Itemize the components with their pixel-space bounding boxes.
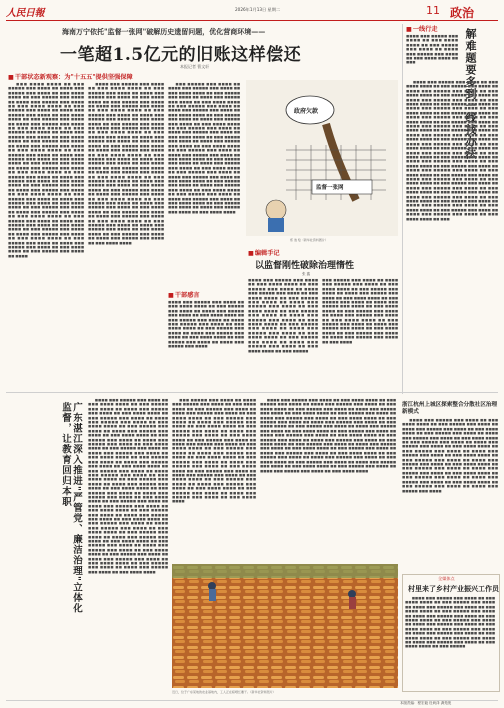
guangdong-body-2: ■■■ ■■■■■ ■■■ ■■■■ ■■ ■■■■ ■■■ ■■■■■ ■■■ ■■■■ ■■ ■■■ ■■■■ ■■■■ ■■ ■■■ ■■■■■ ■■■ ■■■■ ■■ ■■■■ ■■■ ■■■■■ ■■■ ■■■■ ■■ ■■■ ■■■■ ■■■■ ■■ ■■■ ■■■■■ ■■■ ■■■■ ■■ ■■■■ ■■■ ■■■■■ ■■■ ■■■■ ■■ ■■■ ■■■■ ■■■■ ■■ ■■■ ■■■■■ ■■■ ■■■■ ■■ ■■■■ ■■■ ■■■■■ ■■■ ■■■■ ■■ ■■■ ■■■■ ■■■■ ■■ ■■■ ■■■■■ ■■■ ■■■■ ■■ ■■■■ ■■■ ■■■■■ ■■■ ■■■■ ■■ ■■■ ■■■■ ■■■■ ■■ ■■■ ■■■■■ ■■■ ■■■■ ■■ ■■■■ ■■■ ■■■■■ ■■■ ■■■■ ■■ ■■■ ■■■■ ■■■■ ■■ ■■■ ■■■■■ ■■■ ■■■■ ■■ ■■■■ ■■■ ■■■■■ ■■■ ■■■■ ■■ ■■■ ■■■■ ■■■■ ■■ ■■■ ■■■■■ ■■■ ■■■■ ■■ ■■■■ ■■■ ■■■■■ ■■■ ■■■■ ■■ ■■■ ■■■■ ■■■■ ■■ ■■■ ■■■■■ ■■■ ■■■■ ■■ ■■■■ ■■■ ■■■■■ ■■■ ■■■■ ■■ ■■■ ■■■■ ■■■■ ■■ ■■■ ■■■■■ ■■■ ■■■■ ■■ ■■■■ ■■■ ■■■■■ ■■■ ■■■■ ■■ ■■■ ■■■■ ■■■■ xyxy=(172,398,256,504)
footer-editors: 本版责编：程宏毅 杜尚泽 龚苑苑 xyxy=(400,701,452,705)
side-column-intro: ■■■■ ■■■ ■■■■■ ■■■ ■■■■ ■■ ■■■ ■■■■ ■■■■ ■■ ■■■ ■■■■■ ■■■ ■■■■ ■■ ■■■■ ■■■ ■■■■■ ■■■ ■■■■ ■■ ■■■ ■■■■ ■■■■ ■■ ■■■ xyxy=(406,34,458,65)
cartoon-illustration xyxy=(246,80,398,236)
editorial-head: ■ 编辑手记 xyxy=(248,248,280,257)
cartoon-label-net: 监督一张网 xyxy=(316,185,344,191)
side-column-head: ■ 一线行走 xyxy=(406,24,438,33)
zhejiang-body: ■■■■ ■■■ ■■■■■ ■■■ ■■■■ ■■ ■■■ ■■■■ ■■■■ ■■ ■■■ ■■■■■ ■■■ ■■■■ ■■ ■■■■ ■■■ ■■■■■ ■■■ ■■■■ ■■ ■■■ ■■■■ ■■■■ ■■ ■■■ ■■■■■ ■■■ ■■■■ ■■ ■■■■ ■■■ ■■■■■ ■■■ ■■■■ ■■ ■■■ ■■■■ ■■■■ ■■ ■■■ ■■■■■ ■■■ ■■■■ ■■ ■■■■ ■■■ ■■■■■ ■■■ ■■■■ ■■ ■■■ ■■■■ ■■■■ ■■ ■■■ ■■■■■ ■■■ ■■■■ ■■ ■■■■ ■■■ ■■■■■ ■■■ ■■■■ ■■ ■■■ ■■■■ ■■■■ ■■ ■■■ ■■■■■ ■■■ ■■■■ ■■ ■■■■ ■■■ ■■■■■ ■■■ ■■■■ ■■ ■■■ ■■■■ ■■■■ ■■ ■■■ ■■■■■ ■■■ ■■■■ ■■ ■■■■ ■■■ ■■■■■ ■■■ ■■■■ ■■ ■■■ ■■■■ ■■■■ ■■ ■■■ ■■■■■ ■■■ ■■■■ ■■ ■■■■ ■■■ ■■■■■ ■■■ ■■■■ ■■ ■■■ ■■■■ ■■■■ ■■ ■■■ ■■■■■ ■■■ ■■■■ ■■ ■■■■ ■■■ ■■■■■ ■■■ ■■■■ xyxy=(402,418,498,493)
editorial-body-2: ■■■ ■■■■■ ■■■ ■■■■ ■■ ■■■■ ■■■ ■■■■■ ■■■ ■■■■ ■■ ■■■ ■■■■ ■■■■ ■■ ■■■ ■■■■■ ■■■ ■■■■ ■■ ■■■■ ■■■ ■■■■■ ■■■ ■■■■ ■■ ■■■ ■■■■ ■■■■ ■■ ■■■ ■■■■■ ■■■ ■■■■ ■■ ■■■■ ■■■ ■■■■■ ■■■ ■■■■ ■■ ■■■ ■■■■ ■■■■ ■■ ■■■ ■■■■■ ■■■ ■■■■ ■■ ■■■■ ■■■ ■■■■■ ■■■ ■■■■ ■■ ■■■ ■■■■ ■■■■ ■■ ■■■ ■■■■■ ■■■ ■■■■ ■■ ■■■■ ■■■ ■■■■■ ■■■ ■■■■ ■■ ■■■ ■■■■ ■■■■ ■■ ■■■ ■■■■■ ■■■ ■■■■ ■■ ■■■■ ■■■ ■■■■■ ■■■ ■■■■ ■■ ■■■ ■■■■ xyxy=(322,278,398,344)
lead-kicker: 海南万宁依托"监督一张网"破解历史遗留问题，优化营商环境—— xyxy=(62,27,266,36)
village-body: ■■■■ ■■■ ■■■■■ ■■■ ■■■■ ■■ ■■■ ■■■■ ■■■■ ■■ ■■■ ■■■■■ ■■■ ■■■■ ■■ ■■■■ ■■■ ■■■■■ ■■■ ■■■■ ■■ ■■■ ■■■■ ■■■■ ■■ ■■■ ■■■■■ ■■■ ■■■■ ■■ ■■■■ ■■■ ■■■■■ ■■■ ■■■■ ■■ ■■■ ■■■■ ■■■■ ■■ ■■■ ■■■■■ ■■■ ■■■■ ■■ ■■■■ ■■■ ■■■■■ ■■■ ■■■■ ■■ ■■■ ■■■■ ■■■■ ■■ ■■■ ■■■■■ ■■■ ■■■■ ■■ ■■■■ ■■■ ■■■■■ ■■■ ■■■■ ■■ ■■■ ■■■■ ■■■■ ■■ ■■■ ■■■■■ ■■■ ■■■■ ■■ ■■■■ ■■■ ■■■■■ ■■■ ■■■■ ■■ ■■■ ■■■■ ■■■■ ■■ ■■■ ■■■■■ xyxy=(405,596,495,649)
village-label: 全媒体点 xyxy=(438,576,455,581)
lead-body-col-3: ■■■ ■■■■■ ■■■ ■■■■ ■■ ■■■■ ■■■ ■■■■■ ■■■ ■■■■ ■■ ■■■ ■■■■ ■■■■ ■■ ■■■ ■■■■■ ■■■ ■■■■ ■■ ■■■■ ■■■ ■■■■■ ■■■ ■■■■ ■■ ■■■ ■■■■ ■■■■ ■■ ■■■ ■■■■■ ■■■ ■■■■ ■■ ■■■■ ■■■ ■■■■■ ■■■ ■■■■ ■■ ■■■ ■■■■ ■■■■ ■■ ■■■ ■■■■■ ■■■ ■■■■ ■■ ■■■■ ■■■ ■■■■■ ■■■ ■■■■ ■■ ■■■ ■■■■ ■■■■ ■■ ■■■ ■■■■■ ■■■ ■■■■ ■■ ■■■■ ■■■ ■■■■■ ■■■ ■■■■ ■■ ■■■ ■■■■ ■■■■ ■■ ■■■ ■■■■■ ■■■ ■■■■ ■■ ■■■■ ■■■ ■■■■■ ■■■ ■■■■ ■■ ■■■ ■■■■ ■■■■ ■■ ■■■ ■■■■■ ■■■ ■■■■ ■■ ■■■■ ■■■ ■■■■■ ■■■ ■■■■ ■■ ■■■ ■■■■ ■■■■ ■■ ■■■ ■■■■■ ■■■ ■■■■ ■■ ■■■■ ■■■ ■■■■■ ■■■ ■■■■ ■■ ■■■ ■■■■ ■■■■ ■■ ■■■ ■■■■■ ■■■ ■■■■ ■■ ■■■■ ■■■ ■■■■■ ■■■ ■■■■ ■■ ■■■ ■■■■ ■■■■ ■■ ■■■ ■■■■■ ■■■ ■■■■ ■■ ■■■■ ■■■ ■■■■■ ■■■ ■■■■ ■■ ■■■ ■■■■ ■■■■ ■■ ■■■ ■■■■■ ■■■ ■■■■ ■■ ■■■■ ■■■ ■■■■■ ■■■ ■■■■ ■■ ■■■ ■■■■ ■■■■ ■■ ■■■ ■■■■■ ■■■ ■■■■ ■■ ■■■■ ■■■ ■■■■■ ■■■ ■■■■ ■■ ■■■ ■■■■ ■■■■ xyxy=(168,82,240,214)
editorial-body-1: ■■■■ ■■■ ■■■■■ ■■■ ■■■■ ■■ ■■■ ■■■■ ■■■■ ■■ ■■■ ■■■■■ ■■■ ■■■■ ■■ ■■■■ ■■■ ■■■■■ ■■■ ■■■■ ■■ ■■■ ■■■■ ■■■■ ■■ ■■■ ■■■■■ ■■■ ■■■■ ■■ ■■■■ ■■■ ■■■■■ ■■■ ■■■■ ■■ ■■■ ■■■■ ■■■■ ■■ ■■■ ■■■■■ ■■■ ■■■■ ■■ ■■■■ ■■■ ■■■■■ ■■■ ■■■■ ■■ ■■■ ■■■■ ■■■■ ■■ ■■■ ■■■■■ ■■■ ■■■■ ■■ ■■■■ ■■■ ■■■■■ ■■■ ■■■■ ■■ ■■■ ■■■■ ■■■■ ■■ ■■■ ■■■■■ ■■■ ■■■■ ■■ ■■■■ ■■■ ■■■■■ ■■■ ■■■■ ■■ ■■■ ■■■■ ■■■■ ■■ ■■■ ■■■■■ xyxy=(248,278,318,353)
lead-body-col-1: ■■■ ■■■■ ■■■■ ■■ ■■■ ■■■■■ ■■■ ■■■■ ■■ ■■■■ ■■■ ■■■■■ ■■■ ■■■■ ■■ ■■■ ■■■■ ■■■■ ■■ ■■■ ■■■■■ ■■■ ■■■■ ■■ ■■■■ ■■■ ■■■■■ ■■■ ■■■■ ■■ ■■■ ■■■■ ■■■■ ■■ ■■■ ■■■■■ ■■■ ■■■■ ■■ ■■■■ ■■■ ■■■■■ ■■■ ■■■■ ■■ ■■■ ■■■■ ■■■■ ■■ ■■■ ■■■■■ ■■■ ■■■■ ■■ ■■■■ ■■■ ■■■■■ ■■■ ■■■■ ■■ ■■■ ■■■■ ■■■■ ■■ ■■■ ■■■■■ ■■■ ■■■■ ■■ ■■■■ ■■■ ■■■■■ ■■■ ■■■■ ■■ ■■■ ■■■■ ■■■■ ■■ ■■■ ■■■■■ ■■■ ■■■■ ■■ ■■■■ ■■■ ■■■■■ ■■■ ■■■■ ■■ ■■■ ■■■■ ■■■■ ■■ ■■■ ■■■■■ ■■■ ■■■■ ■■ ■■■■ ■■■ ■■■■■ ■■■ ■■■■ ■■ ■■■ ■■■■ ■■■■ ■■ ■■■ ■■■■■ ■■■ ■■■■ ■■ ■■■■ ■■■ ■■■■■ ■■■ ■■■■ ■■ ■■■ ■■■■ ■■■■ ■■ ■■■ ■■■■■ ■■■ ■■■■ ■■ ■■■■ ■■■ ■■■■■ ■■■ ■■■■ ■■ ■■■ ■■■■ ■■■■ ■■ ■■■ ■■■■■ ■■■ ■■■■ ■■ ■■■■ ■■■ ■■■■■ ■■■ ■■■■ ■■ ■■■ ■■■■ ■■■■ ■■ ■■■ ■■■■■ ■■■ ■■■■ ■■ ■■■■ ■■■ ■■■■■ ■■■ ■■■■ ■■ ■■■ ■■■■ ■■■■ ■■ ■■■ ■■■■■ ■■■ ■■■■ ■■ ■■■■ ■■■ ■■■■■ ■■■ ■■■■ ■■ ■■■ ■■■■ ■■■■ ■■ ■■■ ■■■■■ ■■■ ■■■■ ■■ ■■■■ ■■■ ■■■■■ ■■■ ■■■■ ■■ ■■■ ■■■■ ■■■■ ■■ ■■■ ■■■■■ ■■■ ■■■■ ■■ ■■■■ ■■■ ■■■■■ ■■■ ■■■■ ■■ ■■■ ■■■■ ■■■■ ■■ ■■■ ■■■■■ ■■■ ■■■■ ■■ ■■■■ ■■■ ■■■■■ ■■■ ■■■■ ■■ ■■■ ■■■■ ■■■■ ■■ ■■■ ■■■■■ ■■■ ■■■■ ■■ ■■■■ xyxy=(8,82,84,258)
interview-head: ■ 干部感言 xyxy=(168,290,200,299)
section-divider xyxy=(6,392,498,393)
lead-byline: 本报记者 曹文轩 xyxy=(180,64,210,69)
cartoon-label-debt: 政府欠款 xyxy=(294,108,319,115)
issue-date: 2026年1月13日 星期二 xyxy=(235,7,281,12)
side-column-vertical-title: 解难题要多到一线找办法 xyxy=(464,28,477,160)
masthead-rule xyxy=(6,20,498,21)
masthead-logo: 人民日報 xyxy=(6,8,44,19)
interview-body: ■■■■ ■■■ ■■■■■ ■■■ ■■■■ ■■ ■■■ ■■■■ ■■■■ ■■ ■■■ ■■■■■ ■■■ ■■■■ ■■ ■■■■ ■■■ ■■■■■ ■■■ ■■■■ ■■ ■■■ ■■■■ ■■■■ ■■ ■■■ ■■■■■ ■■■ ■■■■ ■■ ■■■■ ■■■ ■■■■■ ■■■ ■■■■ ■■ ■■■ ■■■■ ■■■■ ■■ ■■■ ■■■■■ ■■■ ■■■■ ■■ ■■■■ ■■■ ■■■■■ ■■■ ■■■■ ■■ ■■■ ■■■■ ■■■■ ■■ ■■■ ■■■■■ ■■■ ■■■■ ■■ ■■■■ ■■■ ■■■■■ ■■■ ■■■■ xyxy=(168,300,244,349)
section-name: 政治 xyxy=(450,6,475,20)
village-title: 村里来了乡村产业振兴工作员 xyxy=(408,584,499,593)
right-column-divider xyxy=(402,24,403,394)
photo-caption: 近日，位于广东某地的农业基地内，工人正在晾晒红薯干。（新华社资料图片） xyxy=(172,690,276,694)
guangdong-vertical-title: 广东湛江深入推进"严管党、廉洁治理"立体化监督，让教育回归本职 xyxy=(60,402,82,614)
side-column-body: ■■■■ ■■■ ■■■■■ ■■■ ■■■■ ■■ ■■■ ■■■■ ■■■■ ■■ ■■■ ■■■■■ ■■■ ■■■■ ■■ ■■■■ ■■■ ■■■■■ ■■■ ■■■■ ■■ ■■■ ■■■■ ■■■■ ■■ ■■■ ■■■■■ ■■■ ■■■■ ■■ ■■■■ ■■■ ■■■■■ ■■■ ■■■■ ■■ ■■■ ■■■■ ■■■■ ■■ ■■■ ■■■■■ ■■■ ■■■■ ■■ ■■■■ ■■■ ■■■■■ ■■■ ■■■■ ■■ ■■■ ■■■■ ■■■■ ■■ ■■■ ■■■■■ ■■■ ■■■■ ■■ ■■■■ ■■■ ■■■■■ ■■■ ■■■■ ■■ ■■■ ■■■■ ■■■■ ■■ ■■■ ■■■■■ ■■■ ■■■■ ■■ ■■■■ ■■■ ■■■■■ ■■■ ■■■■ ■■ ■■■ ■■■■ ■■■■ ■■ ■■■ ■■■■■ ■■■ ■■■■ ■■ ■■■■ ■■■ ■■■■■ ■■■ ■■■■ ■■ ■■■ ■■■■ ■■■■ ■■ ■■■ ■■■■■ ■■■ ■■■■ ■■ ■■■■ ■■■ ■■■■■ ■■■ ■■■■ ■■ ■■■ ■■■■ ■■■■ ■■ ■■■ ■■■■■ ■■■ ■■■■ ■■ ■■■■ ■■■ ■■■■■ ■■■ ■■■■ ■■ ■■■ ■■■■ ■■■■ ■■ ■■■ ■■■■■ ■■■ ■■■■ ■■ ■■■■ ■■■ ■■■■■ ■■■ ■■■■ ■■ ■■■ ■■■■ ■■■■ ■■ ■■■ ■■■■■ ■■■ ■■■■ ■■ ■■■■ ■■■ ■■■■■ ■■■ ■■■■ ■■ ■■■ ■■■■ ■■■■ ■■ ■■■ ■■■■■ ■■■ ■■■■ ■■ ■■■■ ■■■ ■■■■■ ■■■ ■■■■ ■■ ■■■ ■■■■ ■■■■ ■■ ■■■ ■■■■■ ■■■ ■■■■ ■■ ■■■■ ■■■ ■■■■■ ■■■ ■■■■ ■■ ■■■ ■■■■ ■■■■ ■■ ■■■ ■■■■■ ■■■ ■■■■ ■■ ■■■■ ■■■ ■■■■■ ■■■ ■■■■ ■■ ■■■ ■■■■ ■■■■ ■■ ■■■ ■■■■■ ■■■ ■■■■ ■■ ■■■■ ■■■ ■■■■■ ■■■ ■■■■ ■■ ■■■ ■■■■ ■■■■ ■■ ■■■ ■■■■■ ■■■ ■■■■ ■■ ■■■■ ■■■ ■■■■■ ■■■ ■■■■ ■■ ■■■ ■■■■ ■■■■ ■■ ■■■ xyxy=(406,80,498,221)
column-head: ■ 干部状态新观察：为"十五五"提供坚强保障 xyxy=(8,72,133,81)
editorial-title: 以监督刚性破除治理惰性 xyxy=(255,261,355,271)
lead-body-col-2: ■■■■ ■■■ ■■■■■ ■■■ ■■■■ ■■ ■■■ ■■■■ ■■■■ ■■ ■■■ ■■■■■ ■■■ ■■■■ ■■ ■■■■ ■■■ ■■■■■ ■■■ ■■■■ ■■ ■■■ ■■■■ ■■■■ ■■ ■■■ ■■■■■ ■■■ ■■■■ ■■ ■■■■ ■■■ ■■■■■ ■■■ ■■■■ ■■ ■■■ ■■■■ ■■■■ ■■ ■■■ ■■■■■ ■■■ ■■■■ ■■ ■■■■ ■■■ ■■■■■ ■■■ ■■■■ ■■ ■■■ ■■■■ ■■■■ ■■ ■■■ ■■■■■ ■■■ ■■■■ ■■ ■■■■ ■■■ ■■■■■ ■■■ ■■■■ ■■ ■■■ ■■■■ ■■■■ ■■ ■■■ ■■■■■ ■■■ ■■■■ ■■ ■■■■ ■■■ ■■■■■ ■■■ ■■■■ ■■ ■■■ ■■■■ ■■■■ ■■ ■■■ ■■■■■ ■■■ ■■■■ ■■ ■■■■ ■■■ ■■■■■ ■■■ ■■■■ ■■ ■■■ ■■■■ ■■■■ ■■ ■■■ ■■■■■ ■■■ ■■■■ ■■ ■■■■ ■■■ ■■■■■ ■■■ ■■■■ ■■ ■■■ ■■■■ ■■■■ ■■ ■■■ ■■■■■ ■■■ ■■■■ ■■ ■■■■ ■■■ ■■■■■ ■■■ ■■■■ ■■ ■■■ ■■■■ ■■■■ ■■ ■■■ ■■■■■ ■■■ ■■■■ ■■ ■■■■ ■■■ ■■■■■ ■■■ ■■■■ ■■ ■■■ ■■■■ ■■■■ ■■ ■■■ ■■■■■ ■■■ ■■■■ ■■ ■■■■ ■■■ ■■■■■ ■■■ ■■■■ ■■ ■■■ ■■■■ ■■■■ ■■ ■■■ ■■■■■ ■■■ ■■■■ ■■ ■■■■ ■■■ ■■■■■ ■■■ ■■■■ ■■ ■■■ ■■■■ ■■■■ ■■ ■■■ ■■■■■ ■■■ ■■■■ ■■ ■■■■ ■■■ ■■■■■ ■■■ ■■■■ ■■ ■■■ ■■■■ ■■■■ ■■ ■■■ ■■■■■ ■■■ ■■■■ ■■ ■■■■ ■■■ ■■■■■ ■■■ ■■■■ ■■ ■■■ ■■■■ ■■■■ ■■ ■■■ ■■■■■ ■■■ ■■■■ ■■ ■■■■ ■■■ ■■■■■ ■■■ ■■■■ ■■ ■■■ ■■■■ ■■■■ xyxy=(88,82,164,245)
lead-headline: 一笔超1.5亿元的旧账这样偿还 xyxy=(60,45,302,65)
page-number: 11 xyxy=(426,4,440,17)
cartoon-caption: 郑 逸 绘（新华社资料图片） xyxy=(290,238,328,242)
guangdong-body-3: ■■■■ ■■■ ■■■■■ ■■■ ■■■■ ■■ ■■■ ■■■■ ■■■■ ■■ ■■■ ■■■■■ ■■■ ■■■■ ■■ ■■■■ ■■■ ■■■■■ ■■■ ■■■■ ■■ ■■■ ■■■■ ■■■■ ■■ ■■■ ■■■■■ ■■■ ■■■■ ■■ ■■■■ ■■■ ■■■■■ ■■■ ■■■■ ■■ ■■■ ■■■■ ■■■■ ■■ ■■■ ■■■■■ ■■■ ■■■■ ■■ ■■■■ ■■■ ■■■■■ ■■■ ■■■■ ■■ ■■■ ■■■■ ■■■■ ■■ ■■■ ■■■■■ ■■■ ■■■■ ■■ ■■■■ ■■■ ■■■■■ ■■■ ■■■■ ■■ ■■■ ■■■■ ■■■■ ■■ ■■■ ■■■■■ ■■■ ■■■■ ■■ ■■■■ ■■■ ■■■■■ ■■■ ■■■■ ■■ ■■■ ■■■■ ■■■■ ■■ ■■■ ■■■■■ ■■■ ■■■■ ■■ ■■■■ ■■■ ■■■■■ ■■■ ■■■■ ■■ ■■■ ■■■■ ■■■■ ■■ ■■■ ■■■■■ ■■■ ■■■■ ■■ ■■■■ ■■■ ■■■■■ ■■■ ■■■■ ■■ ■■■ ■■■■ ■■■■ ■■ ■■■ ■■■■■ ■■■ ■■■■ ■■ ■■■■ ■■■ ■■■■■ ■■■ ■■■■ ■■ ■■■ ■■■■ ■■■■ ■■ ■■■ ■■■■■ ■■■ ■■■■ ■■ ■■■■ ■■■ ■■■■■ ■■■ ■■■■ ■■ ■■■ ■■■■ ■■■■ ■■ ■■■ ■■■■■ ■■■ ■■■■ ■■ ■■■■ ■■■ ■■■■■ ■■■ ■■■■ ■■ ■■■ ■■■■ ■■■■ ■■ ■■■ ■■■■■ ■■■ ■■■■ ■■ ■■■■ ■■■ ■■■■■ ■■■ ■■■■ ■■ ■■■ ■■■■ ■■■■ ■■ ■■■ ■■■■■ ■■■ ■■■■ ■■ ■■■■ ■■■ ■■■■■ ■■■ ■■■■ ■■ ■■■ ■■■■ ■■■■ xyxy=(260,398,396,473)
editorial-author: 张 鑫 xyxy=(302,272,311,276)
sweet-potato-photo xyxy=(172,564,398,688)
zhejiang-title: 浙江杭州上城区探索整合分散社区治理新模式 xyxy=(402,402,498,415)
guangdong-body-1: ■■■■ ■■■ ■■■■■ ■■■ ■■■■ ■■ ■■■ ■■■■ ■■■■ ■■ ■■■ ■■■■■ ■■■ ■■■■ ■■ ■■■■ ■■■ ■■■■■ ■■■ ■■■■ ■■ ■■■ ■■■■ ■■■■ ■■ ■■■ ■■■■■ ■■■ ■■■■ ■■ ■■■■ ■■■ ■■■■■ ■■■ ■■■■ ■■ ■■■ ■■■■ ■■■■ ■■ ■■■ ■■■■■ ■■■ ■■■■ ■■ ■■■■ ■■■ ■■■■■ ■■■ ■■■■ ■■ ■■■ ■■■■ ■■■■ ■■ ■■■ ■■■■■ ■■■ ■■■■ ■■ ■■■■ ■■■ ■■■■■ ■■■ ■■■■ ■■ ■■■ ■■■■ ■■■■ ■■ ■■■ ■■■■■ ■■■ ■■■■ ■■ ■■■■ ■■■ ■■■■■ ■■■ ■■■■ ■■ ■■■ ■■■■ ■■■■ ■■ ■■■ ■■■■■ ■■■ ■■■■ ■■ ■■■■ ■■■ ■■■■■ ■■■ ■■■■ ■■ ■■■ ■■■■ ■■■■ ■■ ■■■ ■■■■■ ■■■ ■■■■ ■■ ■■■■ ■■■ ■■■■■ ■■■ ■■■■ ■■ ■■■ ■■■■ ■■■■ ■■ ■■■ ■■■■■ ■■■ ■■■■ ■■ ■■■■ ■■■ ■■■■■ ■■■ ■■■■ ■■ ■■■ ■■■■ ■■■■ ■■ ■■■ ■■■■■ ■■■ ■■■■ ■■ ■■■■ ■■■ ■■■■■ ■■■ ■■■■ ■■ ■■■ ■■■■ ■■■■ ■■ ■■■ ■■■■■ ■■■ ■■■■ ■■ ■■■■ ■■■ ■■■■■ ■■■ ■■■■ ■■ ■■■ ■■■■ ■■■■ ■■ ■■■ ■■■■■ ■■■ ■■■■ ■■ ■■■■ ■■■ ■■■■■ ■■■ ■■■■ ■■ ■■■ ■■■■ ■■■■ ■■ ■■■ ■■■■■ ■■■ ■■■■ ■■ ■■■■ ■■■ ■■■■■ ■■■ ■■■■ ■■ ■■■ ■■■■ ■■■■ ■■ ■■■ ■■■■■ ■■■ ■■■■ ■■ ■■■■ ■■■ ■■■■■ ■■■ ■■■■ ■■ ■■■ ■■■■ ■■■■ ■■ ■■■ ■■■■■ ■■■ ■■■■ ■■ ■■■■ ■■■ ■■■■■ ■■■ ■■■■ ■■ ■■■ ■■■■ ■■■■ ■■ ■■■ ■■■■■ ■■■ ■■■■ ■■ ■■■■ ■■■ ■■■■■ ■■■ ■■■■ ■■ ■■■ ■■■■ ■■■■ ■■ ■■■ ■■■■■ ■■■ ■■■■ ■■ ■■■■ ■■■ ■■■■■ ■■■ ■■■■ ■■ ■■■ ■■■■ ■■■■ xyxy=(88,398,168,574)
